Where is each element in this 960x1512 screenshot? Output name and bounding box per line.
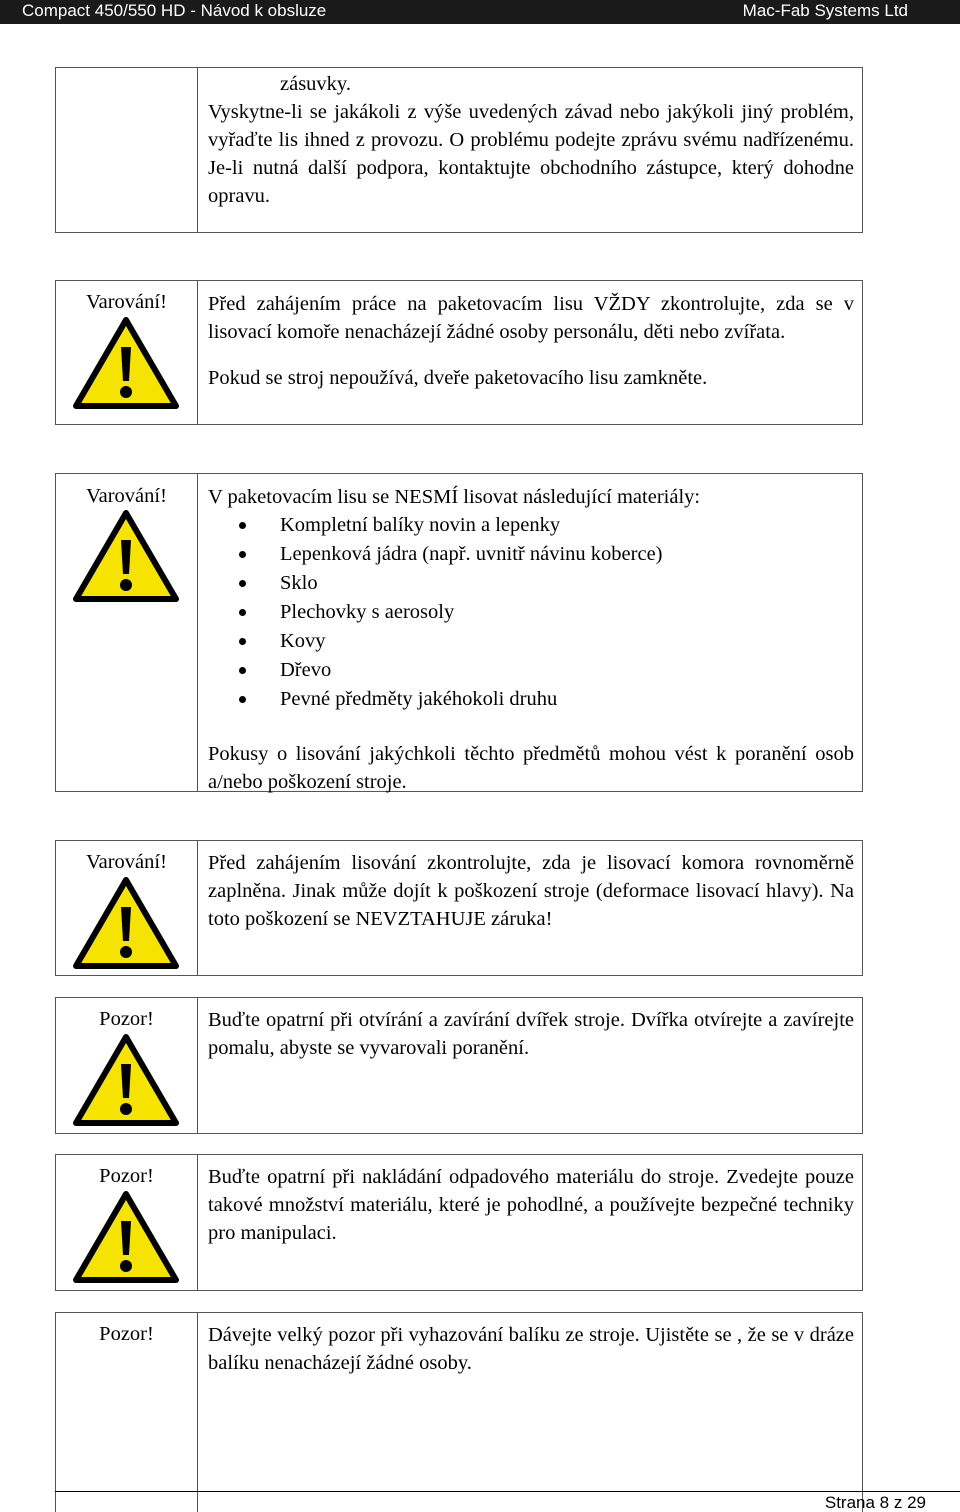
list-item: Lepenková jádra (např. uvnitř návinu koberce) [208, 540, 854, 569]
notice-line-2: Vyskytne-li se jakákoli z výše uvedených závad nebo jakýkoli jiný problém, vyřaďte lis ihned z provozu. O problému podejte zprávu svému nadřízenému. Je-li nutná další podpora, kontaktujte obchodního zástupce, který dohodne opravu. [208, 101, 854, 207]
page-number: Strana 8 z 29 [824, 1493, 926, 1512]
notice-text [208, 70, 854, 210]
warning-box-even-fill [55, 840, 863, 976]
caution-box-doors [55, 997, 863, 1134]
warning-text [208, 483, 854, 796]
caution-text [208, 1006, 854, 1062]
bullet-icon [239, 522, 246, 529]
column-divider [197, 1155, 198, 1290]
caution-text [208, 1163, 854, 1247]
warning-triangle-icon [73, 510, 179, 602]
footer-rule [55, 1491, 960, 1492]
bullet-icon [239, 580, 246, 587]
warning-text [208, 849, 854, 933]
page-header [0, 0, 960, 24]
warning-box-prohibited-materials [55, 473, 863, 792]
warning-triangle-icon [73, 1191, 179, 1283]
warning-triangle-icon [73, 317, 179, 409]
bullet-icon [239, 551, 246, 558]
column-divider [197, 1313, 198, 1512]
column-divider [197, 841, 198, 975]
caution-label: Pozor! [99, 1323, 154, 1345]
warning-outro: Pokusy o lisování jakýchkoli těchto předmětů mohou vést k poranění osob a/nebo poškození stroje. [208, 743, 854, 793]
warning-paragraph: Před zahájením lisování zkontrolujte, zda je lisovací komora rovnoměrně zaplněna. Jinak může dojít k poškození stroje (deformace lisovací hlavy). Na toto poškození se NEVZTAHUJE záruka! [208, 852, 854, 930]
caution-box-loading [55, 1154, 863, 1291]
list-item: Kovy [208, 627, 854, 656]
warning-label: Varování! [86, 291, 167, 313]
company-name: Mac-Fab Systems Ltd [742, 1, 908, 20]
list-item: Sklo [208, 569, 854, 598]
warning-label: Varování! [86, 851, 167, 873]
list-item: Pevné předměty jakéhokoli druhu [208, 685, 854, 714]
list-item: Plechovky s aerosoly [208, 598, 854, 627]
warning-label: Varování! [86, 485, 167, 507]
caution-label: Pozor! [99, 1008, 154, 1030]
warning-paragraph-1: Před zahájením práce na paketovacím lisu VŽDY zkontrolujte, zda se v lisovací komoře nenacházejí žádné osoby personálu, děti nebo zvířata. [208, 293, 854, 343]
warning-triangle-icon [73, 1034, 179, 1126]
bullet-icon [239, 667, 246, 674]
warning-box-occupancy [55, 280, 863, 425]
notice-box-continued [55, 67, 863, 233]
caution-paragraph: Buďte opatrní při nakládání odpadového materiálu do stroje. Zvedejte pouze takové množství materiálu, které je pohodlné, a používejte bezpečné techniky pro manipulaci. [208, 1166, 854, 1244]
caution-paragraph: Dávejte velký pozor při vyhazování balíku ze stroje. Ujistěte se , že se v dráze balíku nenacházejí žádné osoby. [208, 1324, 854, 1374]
document-title: Compact 450/550 HD - Návod k obsluze [22, 1, 327, 20]
bullet-icon [239, 609, 246, 616]
caution-paragraph: Buďte opatrní při otvírání a zavírání dvířek stroje. Dvířka otvírejte a zavírejte pomalu, abyste se vyvarovali poranění. [208, 1009, 854, 1059]
warning-intro: V paketovacím lisu se NESMÍ lisovat následující materiály: [208, 486, 701, 508]
notice-line-1: zásuvky. [280, 73, 351, 95]
bullet-icon [239, 696, 246, 703]
warning-text [208, 290, 854, 392]
warning-triangle-icon [73, 877, 179, 969]
list-item: Dřevo [208, 656, 854, 685]
caution-text [208, 1321, 854, 1377]
list-item: Kompletní balíky novin a lepenky [208, 511, 854, 540]
column-divider [197, 68, 198, 232]
warning-paragraph-2: Pokud se stroj nepoužívá, dveře paketovacího lisu zamkněte. [208, 367, 708, 389]
bullet-icon [239, 638, 246, 645]
prohibited-materials-list [208, 511, 854, 714]
caution-box-bale-ejection [55, 1312, 863, 1512]
column-divider [197, 998, 198, 1133]
column-divider [197, 281, 198, 424]
column-divider [197, 474, 198, 791]
caution-label: Pozor! [99, 1165, 154, 1187]
